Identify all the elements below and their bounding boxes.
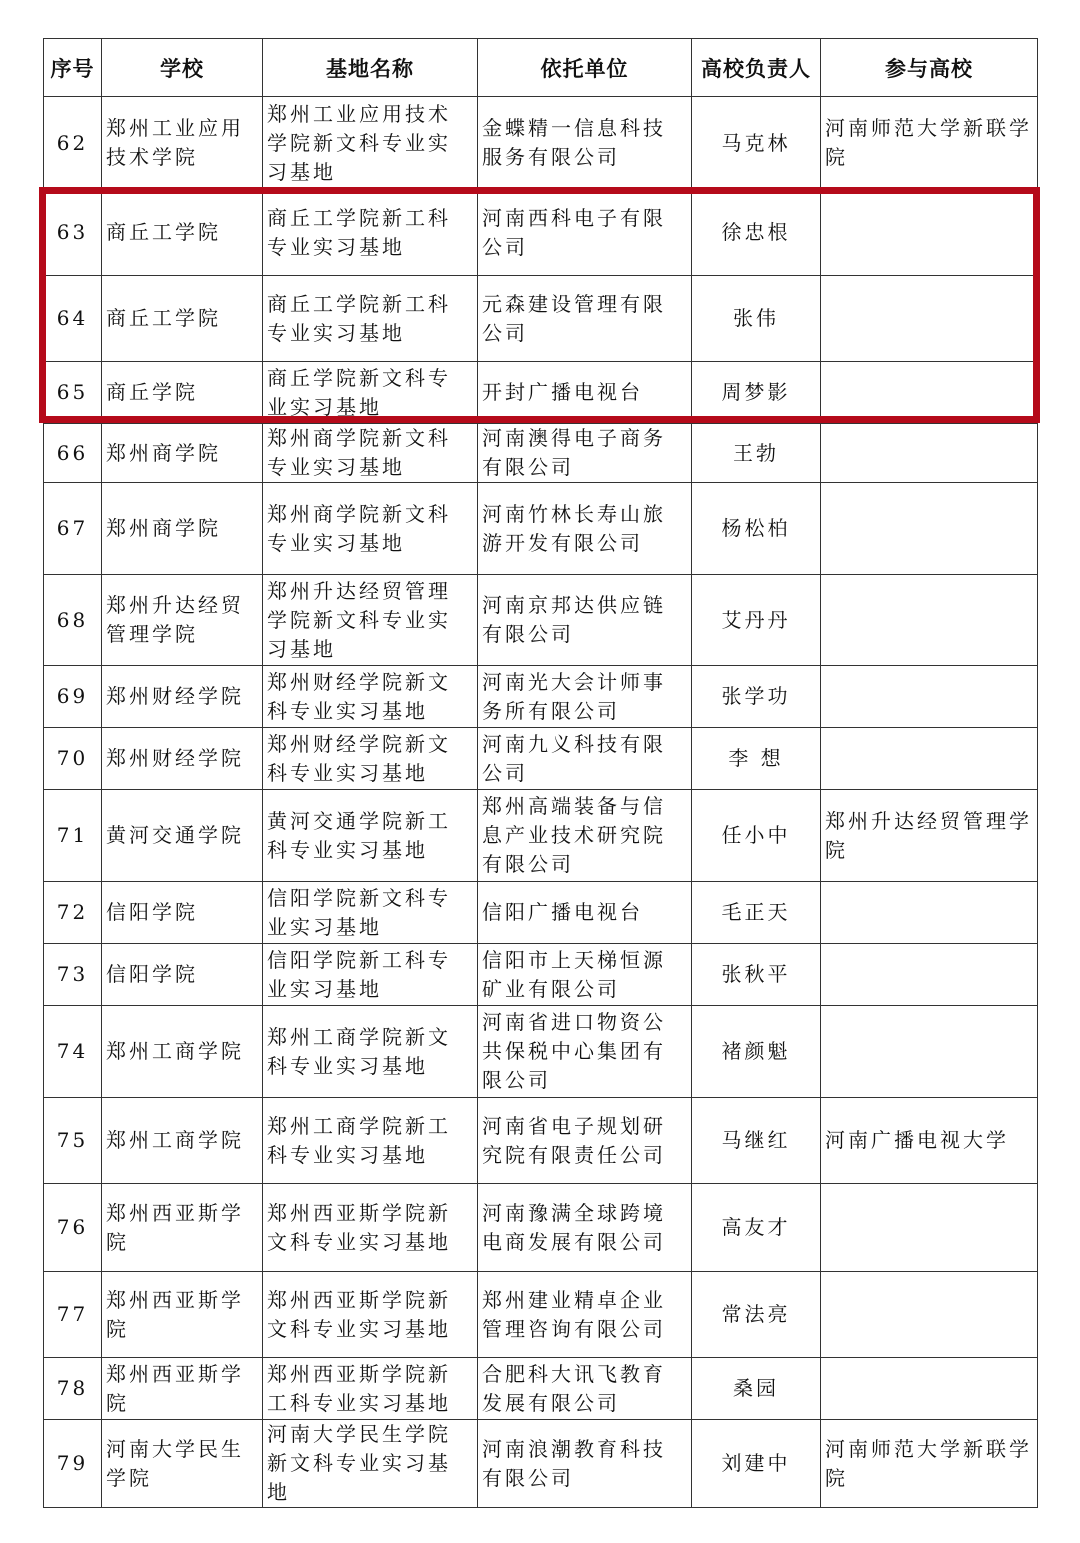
header-partner-school: 参与高校: [821, 39, 1038, 97]
cell-person-in-charge: 毛正天: [692, 882, 821, 944]
cell-partner-school: 河南师范大学新联学院: [821, 97, 1038, 190]
table-row: [44, 1098, 1038, 1184]
cell-host-unit: 河南西科电子有限公司: [478, 190, 692, 276]
cell-person-in-charge: 马继红: [692, 1098, 821, 1184]
table-row: [44, 1006, 1038, 1098]
cell-host-unit: 信阳广播电视台: [478, 882, 692, 944]
table-row: [44, 1420, 1038, 1508]
cell-base-name: 信阳学院新工科专业实习基地: [263, 944, 478, 1006]
cell-person-in-charge: 常法亮: [692, 1272, 821, 1358]
cell-school: 商丘工学院: [102, 190, 263, 276]
cell-school: 郑州工商学院: [102, 1006, 263, 1098]
cell-base-name: 河南大学民生学院新文科专业实习基地: [263, 1420, 478, 1508]
cell-school: 郑州西亚斯学院: [102, 1272, 263, 1358]
cell-base-name: 郑州商学院新文科专业实习基地: [263, 483, 478, 575]
cell-host-unit: 郑州建业精卓企业管理咨询有限公司: [478, 1272, 692, 1358]
table-row: [44, 1184, 1038, 1272]
cell-person-in-charge: 王勃: [692, 424, 821, 483]
cell-host-unit: 河南浪潮教育科技有限公司: [478, 1420, 692, 1508]
table-row: [44, 944, 1038, 1006]
cell-partner-school: [821, 424, 1038, 483]
cell-partner-school: 河南师范大学新联学院: [821, 1420, 1038, 1508]
cell-school: 河南大学民生学院: [102, 1420, 263, 1508]
table-row: [44, 575, 1038, 666]
cell-base-name: 郑州工商学院新文科专业实习基地: [263, 1006, 478, 1098]
cell-person-in-charge: 周梦影: [692, 362, 821, 424]
header-row: [44, 39, 1038, 97]
cell-host-unit: 合肥科大讯飞教育发展有限公司: [478, 1358, 692, 1420]
cell-partner-school: [821, 190, 1038, 276]
table-row: [44, 97, 1038, 190]
cell-school: 郑州商学院: [102, 483, 263, 575]
cell-base-name: 郑州工商学院新工科专业实习基地: [263, 1098, 478, 1184]
header-no: 序号: [44, 39, 102, 97]
cell-person-in-charge: 张秋平: [692, 944, 821, 1006]
cell-person-in-charge: 徐忠根: [692, 190, 821, 276]
cell-no: 72: [44, 882, 102, 944]
cell-school: 信阳学院: [102, 944, 263, 1006]
cell-host-unit: 河南豫满全球跨境电商发展有限公司: [478, 1184, 692, 1272]
cell-no: 79: [44, 1420, 102, 1508]
cell-partner-school: [821, 1358, 1038, 1420]
cell-base-name: 郑州西亚斯学院新文科专业实习基地: [263, 1184, 478, 1272]
cell-base-name: 郑州商学院新文科专业实习基地: [263, 424, 478, 483]
cell-person-in-charge: 张学功: [692, 666, 821, 728]
cell-partner-school: [821, 944, 1038, 1006]
cell-partner-school: [821, 1184, 1038, 1272]
cell-no: 64: [44, 276, 102, 362]
cell-no: 70: [44, 728, 102, 790]
cell-base-name: 郑州工业应用技术学院新文科专业实习基地: [263, 97, 478, 190]
cell-no: 78: [44, 1358, 102, 1420]
cell-no: 73: [44, 944, 102, 1006]
cell-no: 75: [44, 1098, 102, 1184]
cell-partner-school: [821, 276, 1038, 362]
cell-partner-school: [821, 666, 1038, 728]
table-body: [44, 97, 1038, 1508]
cell-no: 76: [44, 1184, 102, 1272]
cell-school: 商丘工学院: [102, 276, 263, 362]
cell-partner-school: [821, 483, 1038, 575]
cell-base-name: 商丘工学院新工科专业实习基地: [263, 276, 478, 362]
cell-person-in-charge: 杨松柏: [692, 483, 821, 575]
cell-no: 69: [44, 666, 102, 728]
cell-no: 65: [44, 362, 102, 424]
cell-host-unit: 信阳市上天梯恒源矿业有限公司: [478, 944, 692, 1006]
cell-host-unit: 郑州高端装备与信息产业技术研究院有限公司: [478, 790, 692, 882]
cell-no: 63: [44, 190, 102, 276]
cell-partner-school: [821, 362, 1038, 424]
table-row: [44, 424, 1038, 483]
table-row: [44, 728, 1038, 790]
table-row: [44, 362, 1038, 424]
cell-base-name: 郑州西亚斯学院新文科专业实习基地: [263, 1272, 478, 1358]
cell-no: 66: [44, 424, 102, 483]
cell-base-name: 黄河交通学院新工科专业实习基地: [263, 790, 478, 882]
cell-person-in-charge: 马克林: [692, 97, 821, 190]
cell-base-name: 郑州财经学院新文科专业实习基地: [263, 728, 478, 790]
cell-no: 74: [44, 1006, 102, 1098]
cell-person-in-charge: 李 想: [692, 728, 821, 790]
cell-host-unit: 金蝶精一信息科技服务有限公司: [478, 97, 692, 190]
cell-person-in-charge: 任小中: [692, 790, 821, 882]
cell-partner-school: 河南广播电视大学: [821, 1098, 1038, 1184]
cell-host-unit: 河南京邦达供应链有限公司: [478, 575, 692, 666]
cell-host-unit: 河南九义科技有限公司: [478, 728, 692, 790]
cell-base-name: 信阳学院新文科专业实习基地: [263, 882, 478, 944]
cell-school: 郑州商学院: [102, 424, 263, 483]
cell-person-in-charge: 褚颜魁: [692, 1006, 821, 1098]
cell-partner-school: [821, 1272, 1038, 1358]
table-row: [44, 882, 1038, 944]
table-row: [44, 1358, 1038, 1420]
cell-no: 71: [44, 790, 102, 882]
cell-school: 郑州财经学院: [102, 728, 263, 790]
cell-base-name: 郑州财经学院新文科专业实习基地: [263, 666, 478, 728]
cell-school: 郑州财经学院: [102, 666, 263, 728]
cell-no: 68: [44, 575, 102, 666]
cell-base-name: 商丘学院新文科专业实习基地: [263, 362, 478, 424]
practice-base-table: [43, 38, 1038, 1508]
cell-host-unit: 河南省电子规划研究院有限责任公司: [478, 1098, 692, 1184]
cell-base-name: 商丘工学院新工科专业实习基地: [263, 190, 478, 276]
cell-school: 黄河交通学院: [102, 790, 263, 882]
header-person-in-charge: 高校负责人: [692, 39, 821, 97]
cell-host-unit: 河南光大会计师事务所有限公司: [478, 666, 692, 728]
cell-host-unit: 元森建设管理有限公司: [478, 276, 692, 362]
table-row: [44, 790, 1038, 882]
cell-person-in-charge: 艾丹丹: [692, 575, 821, 666]
cell-host-unit: 河南澳得电子商务有限公司: [478, 424, 692, 483]
cell-partner-school: [821, 1006, 1038, 1098]
cell-no: 62: [44, 97, 102, 190]
cell-person-in-charge: 刘建中: [692, 1420, 821, 1508]
header-school: 学校: [102, 39, 263, 97]
cell-partner-school: 郑州升达经贸管理学院: [821, 790, 1038, 882]
cell-host-unit: 开封广播电视台: [478, 362, 692, 424]
header-base-name: 基地名称: [263, 39, 478, 97]
cell-school: 郑州西亚斯学院: [102, 1358, 263, 1420]
cell-person-in-charge: 高友才: [692, 1184, 821, 1272]
cell-no: 67: [44, 483, 102, 575]
cell-school: 信阳学院: [102, 882, 263, 944]
table-row: [44, 276, 1038, 362]
table-row: [44, 483, 1038, 575]
table-row: [44, 1272, 1038, 1358]
cell-school: 郑州西亚斯学院: [102, 1184, 263, 1272]
cell-school: 郑州工商学院: [102, 1098, 263, 1184]
cell-school: 郑州升达经贸管理学院: [102, 575, 263, 666]
cell-school: 商丘学院: [102, 362, 263, 424]
cell-partner-school: [821, 575, 1038, 666]
cell-school: 郑州工业应用技术学院: [102, 97, 263, 190]
header-host-unit: 依托单位: [478, 39, 692, 97]
table-row: [44, 666, 1038, 728]
cell-partner-school: [821, 882, 1038, 944]
cell-base-name: 郑州升达经贸管理学院新文科专业实习基地: [263, 575, 478, 666]
cell-partner-school: [821, 728, 1038, 790]
cell-host-unit: 河南省进口物资公共保税中心集团有限公司: [478, 1006, 692, 1098]
cell-person-in-charge: 桑园: [692, 1358, 821, 1420]
cell-host-unit: 河南竹林长寿山旅游开发有限公司: [478, 483, 692, 575]
cell-no: 77: [44, 1272, 102, 1358]
cell-base-name: 郑州西亚斯学院新工科专业实习基地: [263, 1358, 478, 1420]
table-row: [44, 190, 1038, 276]
cell-person-in-charge: 张伟: [692, 276, 821, 362]
